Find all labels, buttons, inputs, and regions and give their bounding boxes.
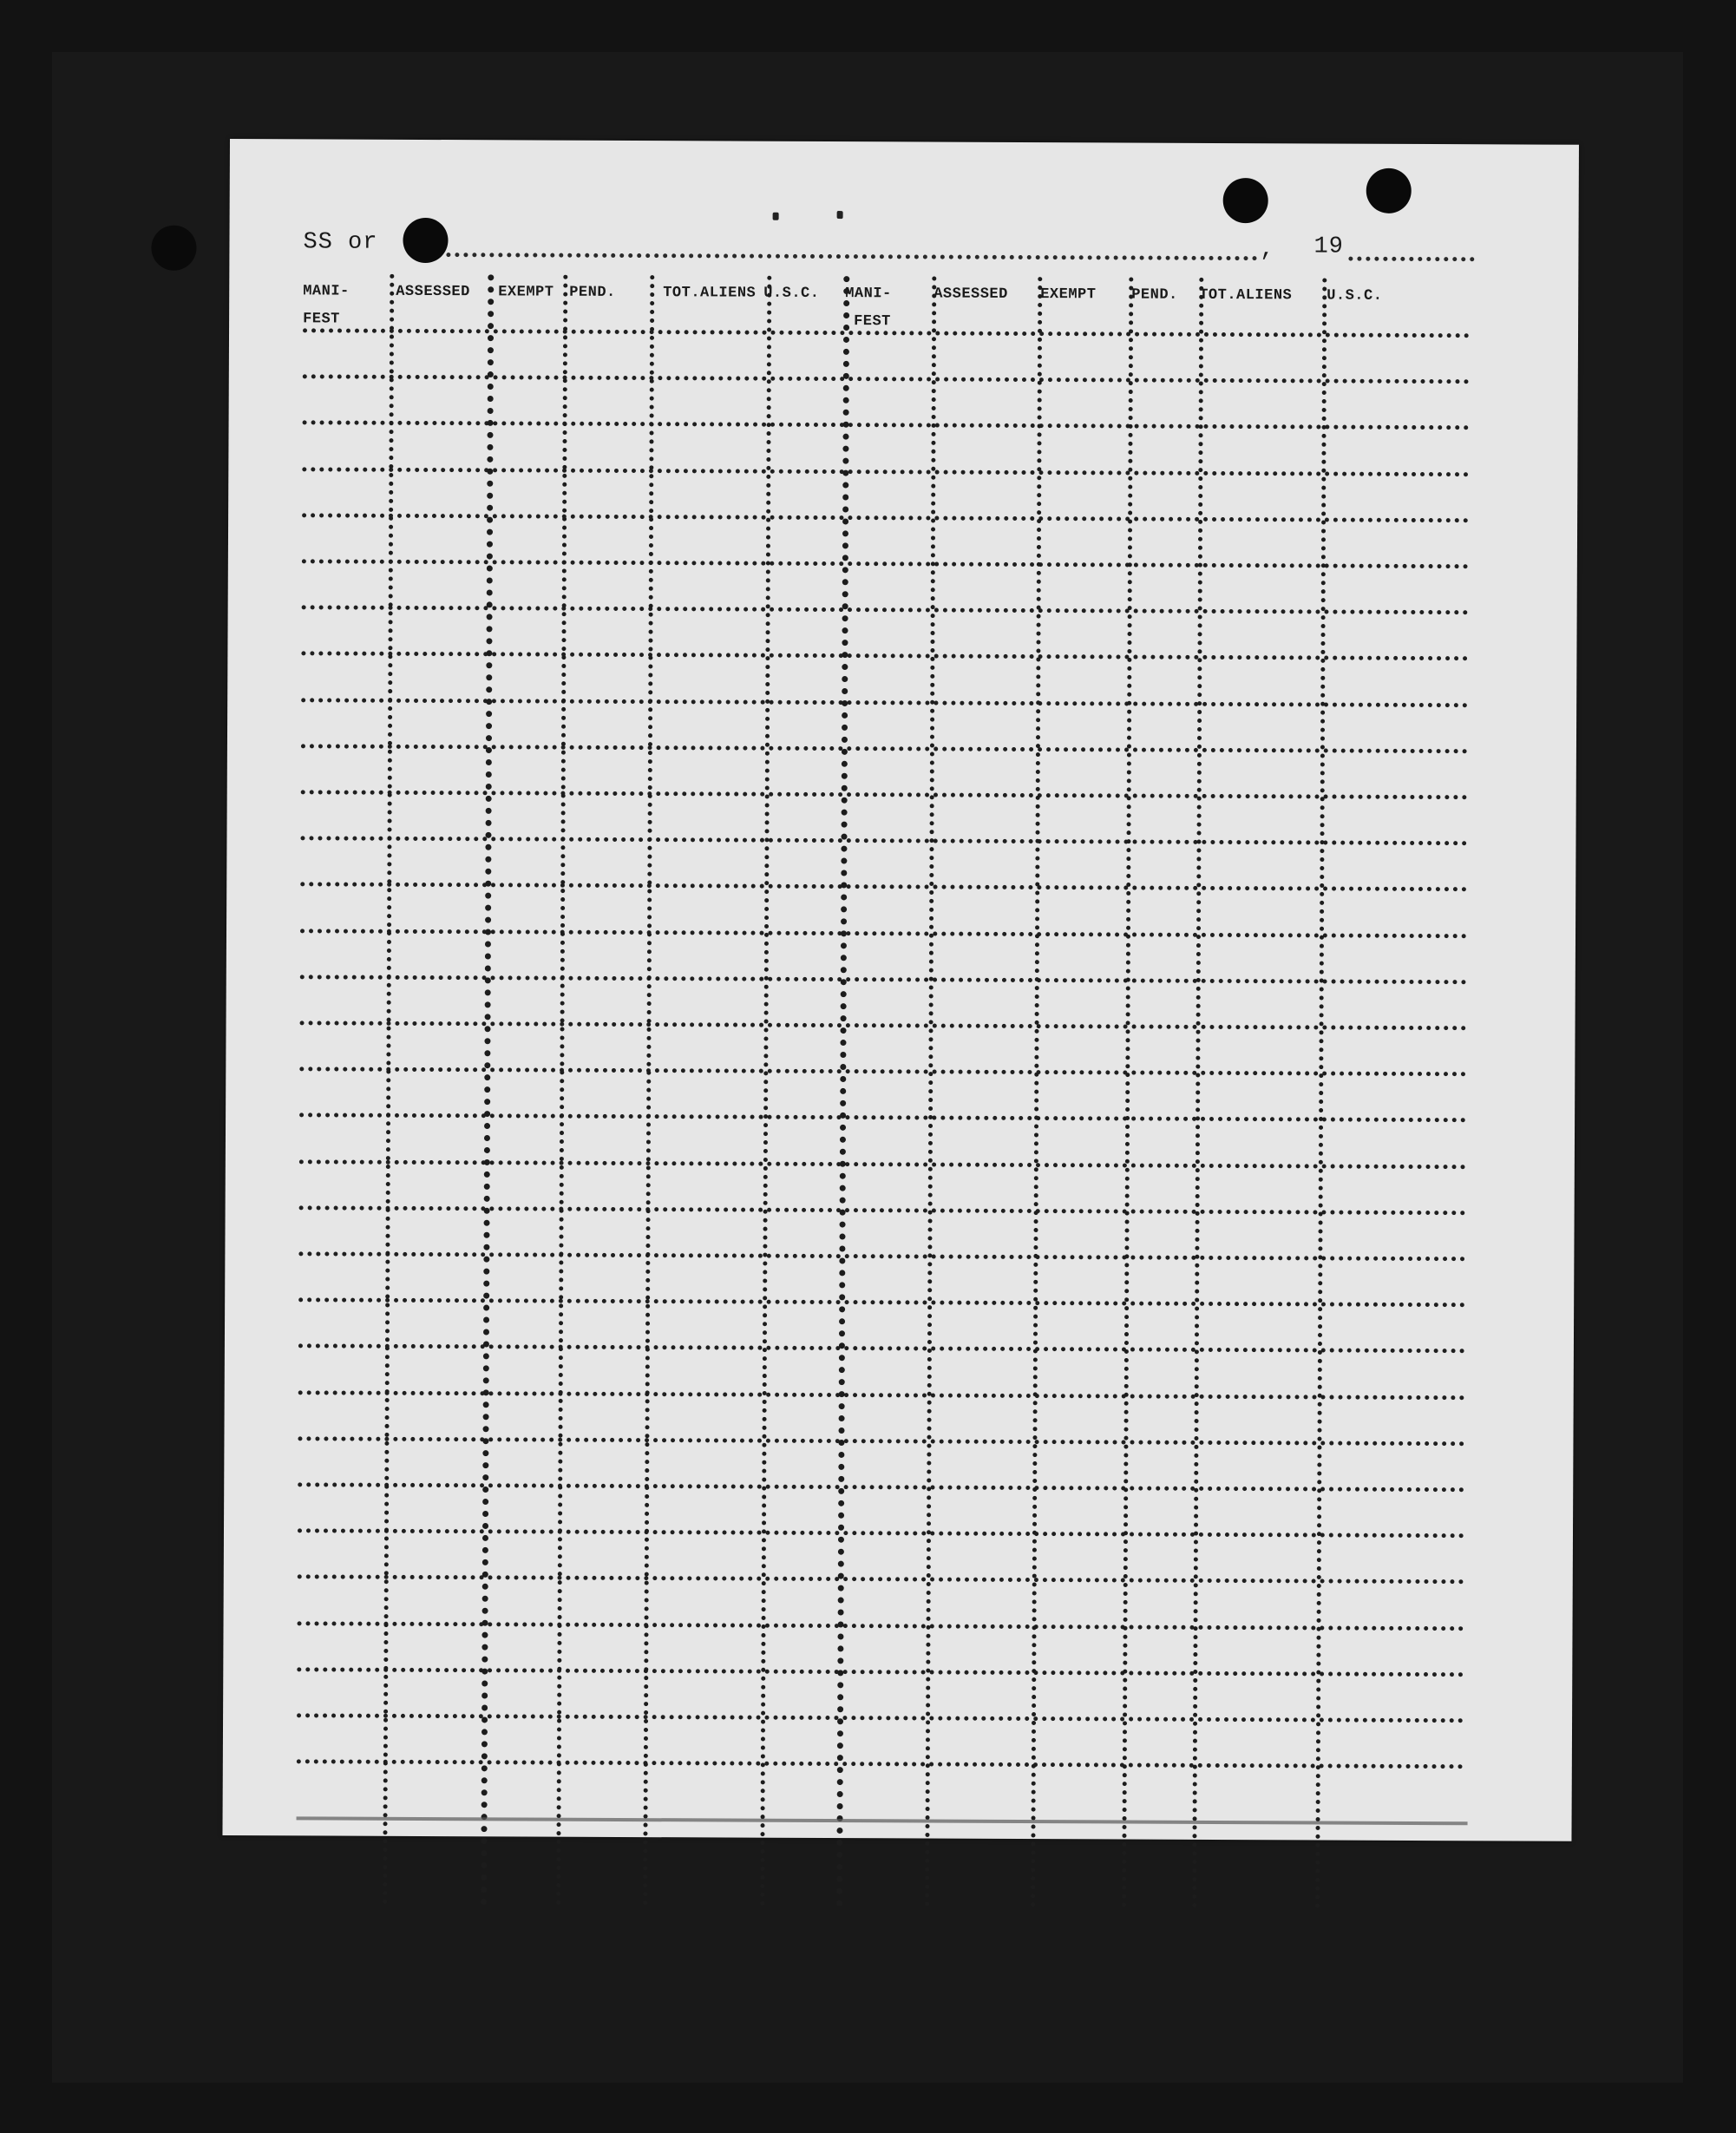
ledger-row-line bbox=[298, 1298, 1465, 1308]
column-header-left-pend: PEND. bbox=[569, 284, 616, 301]
punch-hole-top-right-1 bbox=[1223, 178, 1268, 223]
col-label: FEST bbox=[854, 313, 891, 331]
ledger-row-line bbox=[299, 1067, 1466, 1077]
ledger-column-line bbox=[383, 274, 394, 1906]
column-header-left-assessed: ASSESSED bbox=[396, 283, 470, 301]
ledger-row-line bbox=[301, 698, 1468, 707]
ledger-column-line bbox=[643, 275, 654, 1907]
ledger-row-line bbox=[298, 1436, 1464, 1446]
punch-hole-header bbox=[403, 218, 448, 263]
ledger-row-line bbox=[303, 375, 1470, 384]
ledger-column-line bbox=[1122, 278, 1133, 1909]
ledger-row-line bbox=[298, 1344, 1465, 1354]
ledger-row-line bbox=[298, 1621, 1464, 1631]
ledger-row-line bbox=[297, 1713, 1464, 1723]
print-speck bbox=[773, 213, 779, 220]
ledger-row-line bbox=[300, 1021, 1467, 1030]
ledger-column-line bbox=[925, 277, 936, 1908]
ledger-row-line bbox=[299, 1113, 1466, 1123]
bottom-rule bbox=[297, 1816, 1468, 1825]
ledger-column-line bbox=[1315, 278, 1327, 1909]
ledger-row-line bbox=[298, 1482, 1464, 1492]
column-header-right-assessed: ASSESSED bbox=[934, 285, 1008, 303]
ledger-row-line bbox=[302, 559, 1469, 568]
vessel-name-line bbox=[446, 253, 1257, 260]
ledger-row-line bbox=[297, 1760, 1464, 1769]
date-separator: , bbox=[1260, 237, 1275, 264]
column-header-left-exempt: EXEMPT bbox=[498, 284, 554, 301]
column-header-left-usc: U.S.C. bbox=[763, 285, 820, 302]
column-header-right-total-aliens: TOT.ALIENS bbox=[1199, 286, 1293, 305]
col-label: MANI- bbox=[303, 283, 350, 300]
ledger-row-line bbox=[302, 467, 1469, 476]
col-label: MANI- bbox=[845, 285, 892, 303]
ledger-row-line bbox=[300, 883, 1467, 892]
manifest-form-sheet bbox=[222, 139, 1579, 1841]
ledger-column-line bbox=[556, 275, 567, 1907]
column-header-right-pend: PEND. bbox=[1131, 286, 1178, 304]
vessel-label: SS or bbox=[303, 229, 378, 256]
ledger-row-line bbox=[298, 1529, 1464, 1539]
col-label: FEST bbox=[303, 311, 340, 328]
year-line bbox=[1348, 257, 1474, 262]
ledger-row-line bbox=[303, 421, 1470, 430]
ledger-row-line bbox=[297, 1667, 1464, 1677]
ledger-row-line bbox=[300, 975, 1467, 984]
ledger-row-line bbox=[302, 606, 1469, 615]
ledger-row-line bbox=[301, 744, 1468, 753]
ledger-row-line bbox=[298, 1575, 1464, 1585]
column-header-right-usc: U.S.C. bbox=[1327, 287, 1383, 305]
ledger-column-line bbox=[760, 276, 771, 1907]
ledger-column-line bbox=[836, 276, 849, 1907]
year-prefix: 19 bbox=[1313, 233, 1344, 260]
ledger-row-line bbox=[298, 1390, 1465, 1400]
column-header-right-exempt: EXEMPT bbox=[1040, 286, 1097, 304]
print-speck bbox=[837, 211, 843, 219]
ledger-row-line bbox=[300, 929, 1467, 938]
ledger-row-line bbox=[299, 1159, 1466, 1169]
column-header-left-total-aliens: TOT.ALIENS bbox=[663, 285, 757, 302]
ledger-column-line bbox=[1031, 277, 1042, 1908]
punch-hole-left bbox=[151, 226, 196, 271]
ledger-column-line bbox=[1192, 278, 1203, 1909]
ledger-row-line bbox=[299, 1205, 1466, 1215]
ledger-row-line bbox=[302, 513, 1469, 522]
ledger-row-line bbox=[301, 652, 1468, 661]
ledger-row-line bbox=[301, 790, 1468, 799]
ledger-row-line bbox=[300, 837, 1467, 846]
ledger-column-line bbox=[481, 274, 494, 1906]
ledger-row-line bbox=[298, 1251, 1465, 1261]
punch-hole-top-right-2 bbox=[1366, 168, 1412, 213]
